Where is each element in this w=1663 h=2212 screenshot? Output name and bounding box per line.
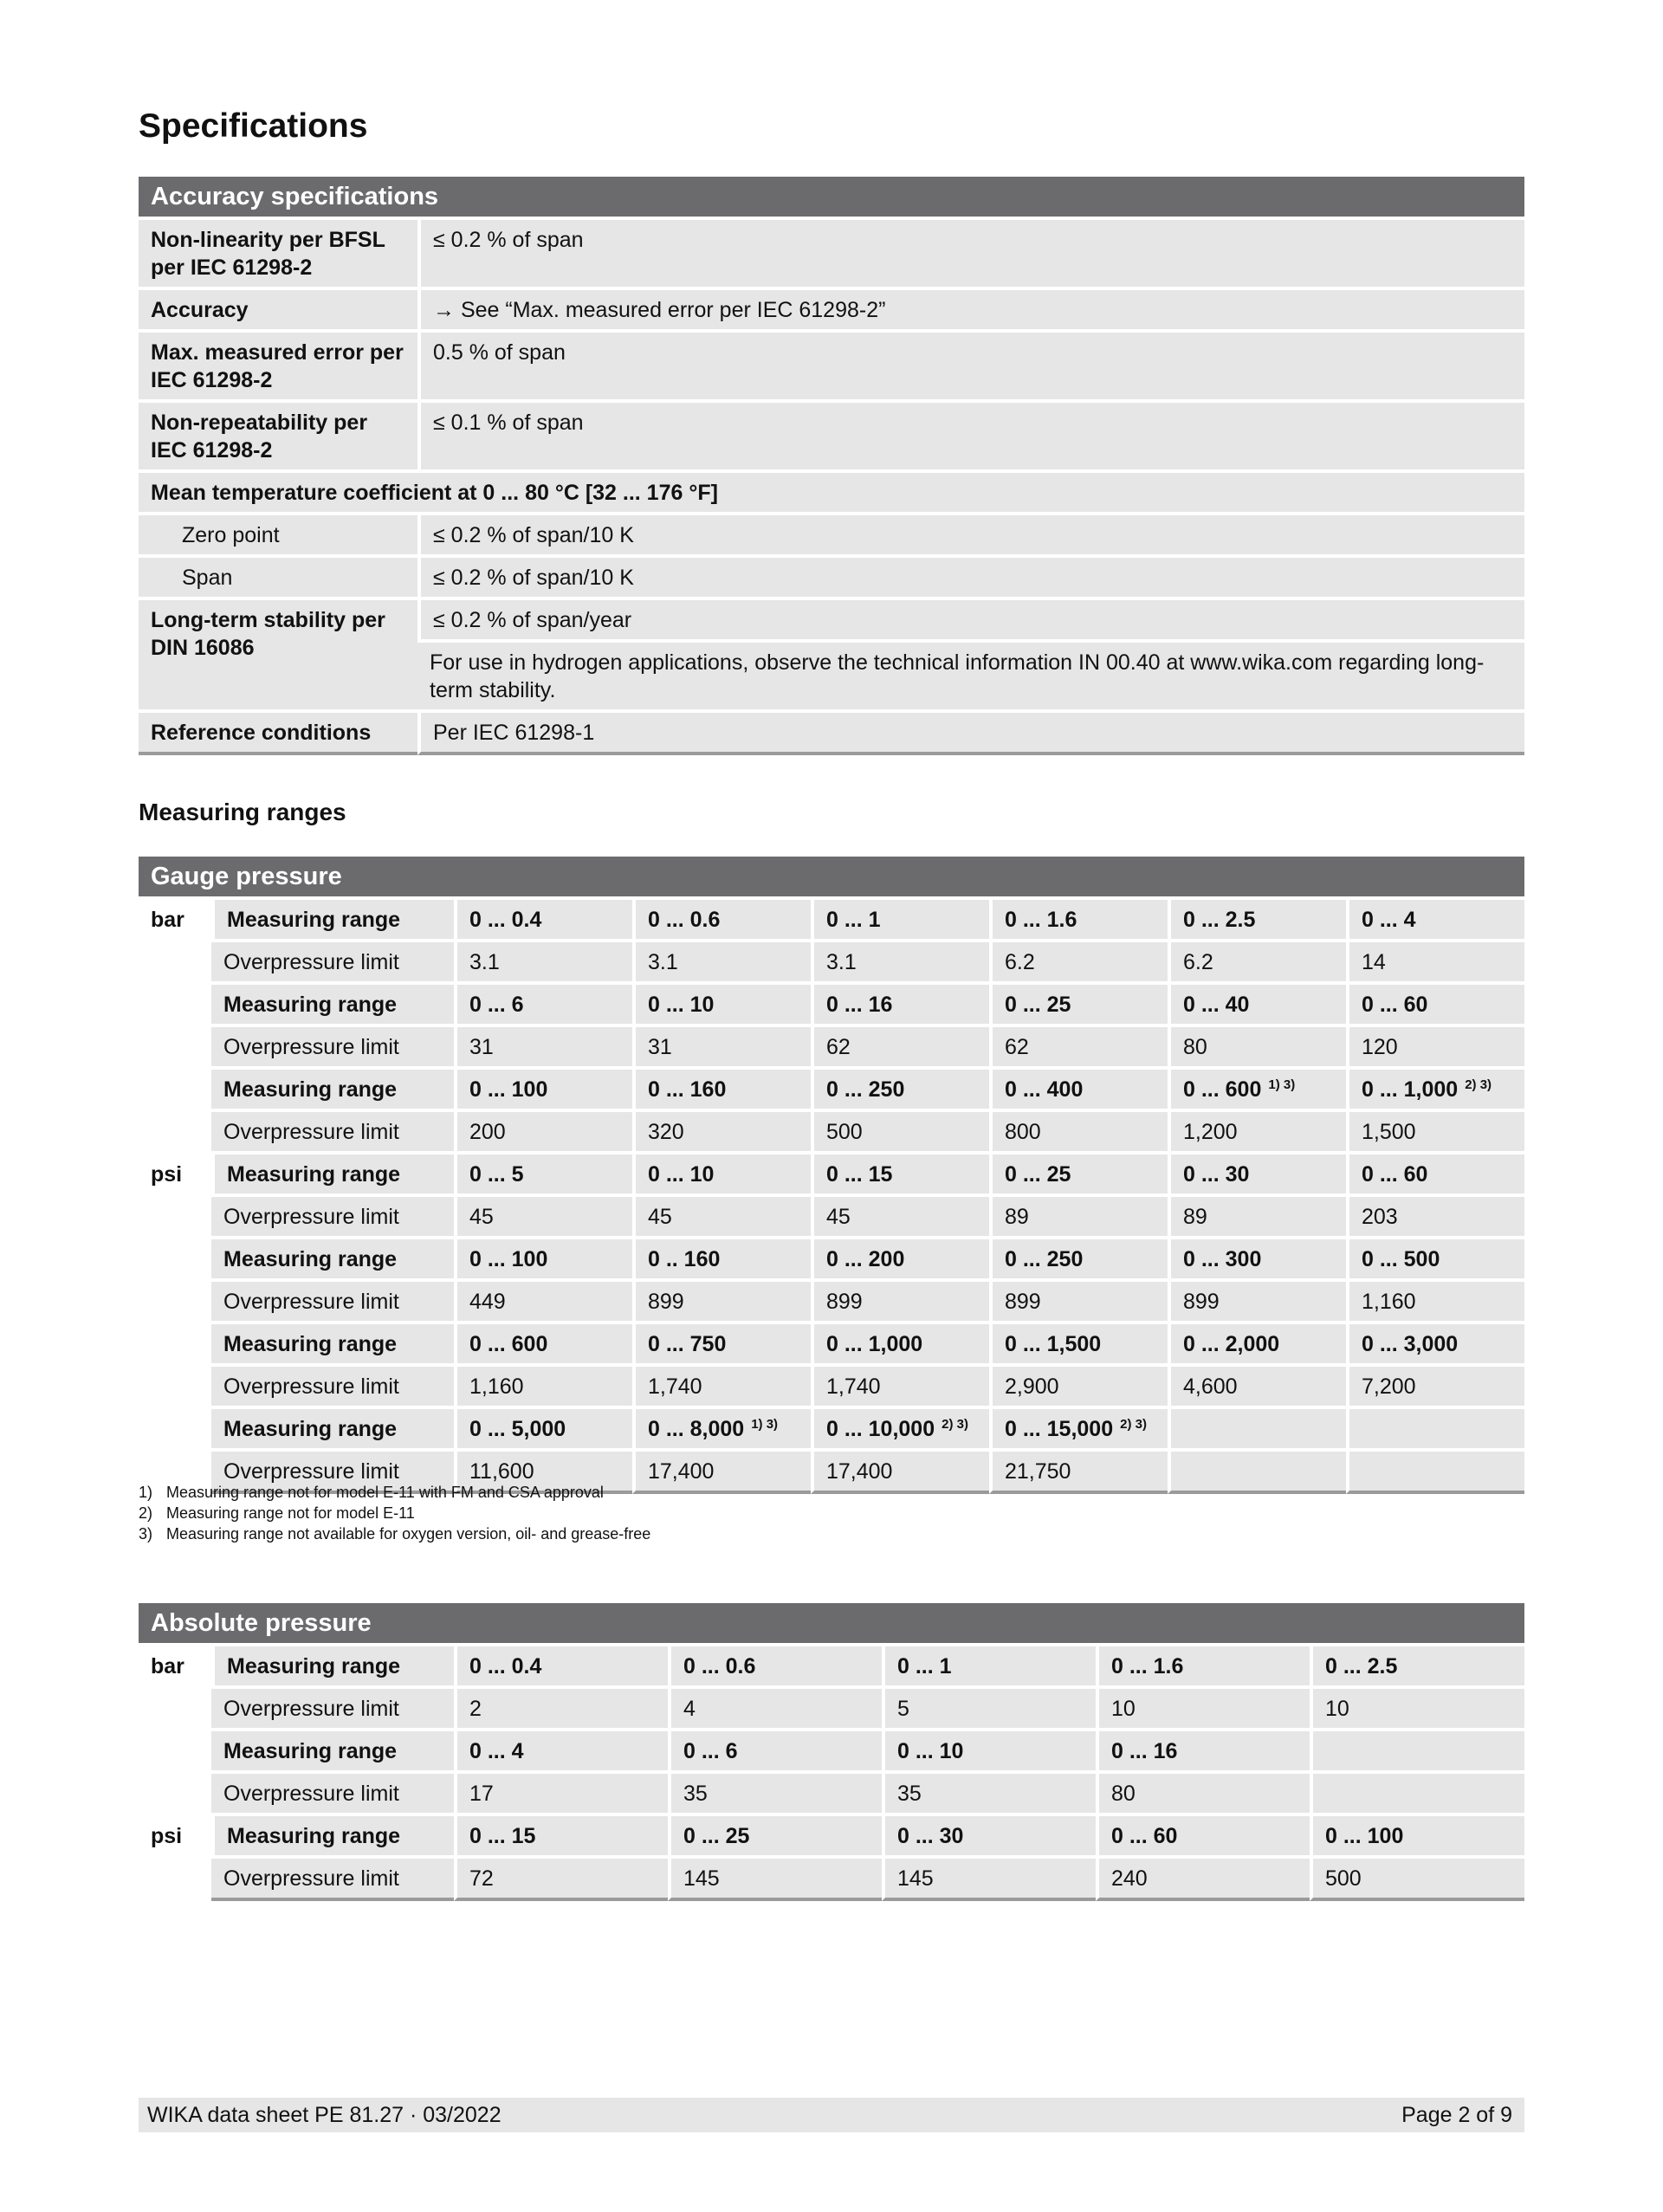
unit-psi-label: psi [139, 1155, 211, 1494]
measuring-range-value: 0 ... 16 [1096, 1731, 1310, 1770]
measuring-range-value: 0 ... 15 [811, 1155, 989, 1193]
footnote-1: 1) Measuring range not for model E-11 with FM and CSA approval [139, 1484, 604, 1501]
measuring-range-value: 0 ... 1.6 [1096, 1646, 1310, 1685]
hydrogen-note: For use in hydrogen applications, observe the technical information IN 00.40 at www.wika.com regarding long-term stability. [417, 643, 1524, 709]
overpressure-limit-value: 6.2 [989, 942, 1168, 981]
max-measured-error-label: Max. measured error per IEC 61298-2 [139, 333, 417, 399]
measuring-range-value: 0 ... 30 [882, 1816, 1096, 1855]
page-title: Specifications [139, 107, 368, 145]
overpressure-limit-value: 1,160 [454, 1367, 632, 1406]
overpressure-limit-value: 500 [811, 1112, 989, 1151]
measuring-range-value: 0 ... 30 [1168, 1155, 1346, 1193]
overpressure-limit-value: 10 [1096, 1689, 1310, 1728]
overpressure-limit-value: 21,750 [989, 1452, 1168, 1494]
measuring-range-value: 0 ... 1,000 [811, 1324, 989, 1363]
overpressure-limit-value: 62 [811, 1027, 989, 1066]
accuracy-specifications-table [139, 173, 1524, 759]
overpressure-limit-value: 449 [454, 1282, 632, 1321]
measuring-range-value: 0 ... 10 [632, 1155, 811, 1193]
table-row [139, 515, 1524, 554]
footer-document-id: WIKA data sheet PE 81.27 · 03/2022 [147, 2102, 501, 2127]
measuring-range-value: 0 ... 750 [632, 1324, 811, 1363]
overpressure-limit-value: 899 [811, 1282, 989, 1321]
table-row [139, 333, 1524, 399]
measuring-range-value: 0 ... 10 [882, 1731, 1096, 1770]
measuring-range-value: 0 ... 3,000 [1346, 1324, 1524, 1363]
table-row [139, 1731, 1524, 1770]
footnote-reference: 1) 3) [1268, 1077, 1296, 1092]
empty-cell [1168, 1452, 1346, 1494]
footnotes [139, 1482, 650, 1544]
overpressure-limit-value: 35 [668, 1774, 882, 1813]
overpressure-limit-value: 72 [454, 1859, 668, 1901]
overpressure-limit-value: 1,500 [1346, 1112, 1524, 1151]
empty-cell [1310, 1774, 1524, 1813]
overpressure-limit-value: 1,740 [632, 1367, 811, 1406]
table-row [139, 1859, 1524, 1901]
overpressure-limit-value: 31 [454, 1027, 632, 1066]
measuring-range-value: 0 ... 0.4 [454, 1646, 668, 1685]
table-row [139, 942, 1524, 981]
measuring-range-value: 0 ... 100 [454, 1070, 632, 1109]
measuring-range-value: 0 ... 100 [1310, 1816, 1524, 1855]
table-row [139, 473, 1524, 512]
overpressure-limit-value: 4 [668, 1689, 882, 1728]
table-row [139, 220, 1524, 287]
measuring-range-value: 0 ... 100 [454, 1239, 632, 1278]
measuring-range-value: 0 ... 5 [454, 1155, 632, 1193]
absolute-pressure-table [139, 1600, 1524, 1905]
overpressure-limit-value: 200 [454, 1112, 632, 1151]
measuring-range-value: 0 ... 15 [454, 1816, 668, 1855]
unit-bar-label: bar [139, 900, 211, 1151]
accuracy-value: → See “Max. measured error per IEC 61298-2” [417, 290, 1524, 329]
table-row [139, 1774, 1524, 1813]
table-row [139, 1197, 1524, 1236]
overpressure-limit-value: 2,900 [989, 1367, 1168, 1406]
measuring-range-value: 0 ... 25 [668, 1816, 882, 1855]
overpressure-limit-value: 35 [882, 1774, 1096, 1813]
overpressure-limit-value: 62 [989, 1027, 1168, 1066]
overpressure-limit-label: Overpressure limit [211, 1282, 454, 1321]
overpressure-limit-value: 17,400 [632, 1452, 811, 1494]
measuring-range-label: Measuring range [211, 1070, 454, 1109]
overpressure-limit-value: 45 [632, 1197, 811, 1236]
table-row [139, 900, 1524, 939]
measuring-range-value: 0 ... 400 [989, 1070, 1168, 1109]
overpressure-limit-value: 320 [632, 1112, 811, 1151]
overpressure-limit-value: 89 [1168, 1197, 1346, 1236]
overpressure-limit-value: 5 [882, 1689, 1096, 1728]
table-row [139, 1112, 1524, 1151]
overpressure-limit-value: 17 [454, 1774, 668, 1813]
overpressure-limit-value: 145 [882, 1859, 1096, 1901]
table-row [139, 1027, 1524, 1066]
overpressure-limit-value: 500 [1310, 1859, 1524, 1901]
max-measured-error-value: 0.5 % of span [417, 333, 1524, 399]
measuring-range-value: 0 ... 4 [1346, 900, 1524, 939]
gauge-pressure-table [139, 853, 1524, 1497]
overpressure-limit-value: 3.1 [632, 942, 811, 981]
overpressure-limit-value: 7,200 [1346, 1367, 1524, 1406]
measuring-range-value: 0 ... 250 [811, 1070, 989, 1109]
table-row [139, 1646, 1524, 1685]
overpressure-limit-value: 899 [632, 1282, 811, 1321]
measuring-range-value: 0 ... 250 [989, 1239, 1168, 1278]
reference-conditions-label: Reference conditions [139, 713, 417, 755]
overpressure-limit-value: 10 [1310, 1689, 1524, 1728]
measuring-range-value: 0 ... 40 [1168, 985, 1346, 1024]
measuring-range-value: 0 ... 15,000 $^{2) 3)}$ [989, 1409, 1168, 1448]
measuring-range-value: 0 ... 6 [668, 1731, 882, 1770]
measuring-range-value: 0 ... 2,000 [1168, 1324, 1346, 1363]
overpressure-limit-label: Overpressure limit [211, 1774, 454, 1813]
footnote-3: 3) Measuring range not available for oxygen version, oil- and grease-free [139, 1525, 651, 1543]
overpressure-limit-value: 120 [1346, 1027, 1524, 1066]
empty-cell [1310, 1731, 1524, 1770]
measuring-range-value: 0 ... 1,000 $^{2) 3)}$ [1346, 1070, 1524, 1109]
measuring-range-value: 0 ... 25 [989, 1155, 1168, 1193]
footnote-reference: 1) 3) [751, 1417, 779, 1432]
overpressure-limit-value: 899 [989, 1282, 1168, 1321]
overpressure-limit-value: 31 [632, 1027, 811, 1066]
table-row [139, 1689, 1524, 1728]
overpressure-limit-label: Overpressure limit [211, 1367, 454, 1406]
overpressure-limit-label: Overpressure limit [211, 942, 454, 981]
footer-page-number: Page 2 of 9 [1401, 2102, 1512, 2127]
measuring-range-value: 0 ... 1 [811, 900, 989, 939]
unit-psi-label: psi [139, 1816, 211, 1901]
measuring-range-value: 0 ... 60 [1346, 1155, 1524, 1193]
footnote-2: 2) Measuring range not for model E-11 [139, 1504, 415, 1522]
overpressure-limit-label: Overpressure limit [211, 1452, 454, 1494]
footnote-reference: 2) 3) [942, 1417, 968, 1432]
overpressure-limit-value: 80 [1168, 1027, 1346, 1066]
measuring-range-value: 0 ... 2.5 [1168, 900, 1346, 939]
measuring-range-value: 0 ... 500 [1346, 1239, 1524, 1278]
page-footer [139, 2098, 1524, 2132]
table-row [139, 1282, 1524, 1321]
measuring-range-value: 0 .. 160 [632, 1239, 811, 1278]
measuring-range-value: 0 ... 60 [1346, 985, 1524, 1024]
non-linearity-value: ≤ 0.2 % of span [417, 220, 1524, 287]
overpressure-limit-value: 6.2 [1168, 942, 1346, 981]
footnote-reference: 2) 3) [1120, 1417, 1147, 1432]
empty-cell [1346, 1452, 1524, 1494]
temperature-coefficient-label: Mean temperature coefficient at 0 ... 80 °C [32 ... 176 °F] [139, 473, 1524, 512]
table-row [139, 1816, 1524, 1855]
measuring-range-label: Measuring range [211, 1239, 454, 1278]
table-row [139, 290, 1524, 329]
overpressure-limit-value: 800 [989, 1112, 1168, 1151]
overpressure-limit-value: 203 [1346, 1197, 1524, 1236]
reference-conditions-value: Per IEC 61298-1 [417, 713, 1524, 755]
measuring-range-value: 0 ... 16 [811, 985, 989, 1024]
overpressure-limit-value: 3.1 [454, 942, 632, 981]
overpressure-limit-value: 17,400 [811, 1452, 989, 1494]
overpressure-limit-value: 1,200 [1168, 1112, 1346, 1151]
gauge-pressure-header: Gauge pressure [139, 857, 1524, 896]
overpressure-limit-value: 145 [668, 1859, 882, 1901]
table-row [139, 985, 1524, 1024]
empty-cell [1168, 1409, 1346, 1448]
footnote-reference: 2) 3) [1465, 1077, 1492, 1092]
measuring-range-label: Measuring range [211, 985, 454, 1024]
non-linearity-label: Non-linearity per BFSL per IEC 61298-2 [139, 220, 417, 287]
overpressure-limit-value: 45 [454, 1197, 632, 1236]
table-row [139, 1367, 1524, 1406]
table-row [139, 1239, 1524, 1278]
measuring-range-label: Measuring range [211, 1816, 454, 1855]
measuring-range-value: 0 ... 4 [454, 1731, 668, 1770]
measuring-range-value: 0 ... 25 [989, 985, 1168, 1024]
overpressure-limit-value: 240 [1096, 1859, 1310, 1901]
measuring-range-label: Measuring range [211, 1731, 454, 1770]
measuring-range-label: Measuring range [211, 1409, 454, 1448]
overpressure-limit-label: Overpressure limit [211, 1197, 454, 1236]
table-row [139, 1070, 1524, 1109]
measuring-ranges-title: Measuring ranges [139, 799, 346, 825]
table-row [139, 600, 1524, 639]
overpressure-limit-value: 899 [1168, 1282, 1346, 1321]
measuring-range-value: 0 ... 1,500 [989, 1324, 1168, 1363]
measuring-range-value: 0 ... 0.6 [668, 1646, 882, 1685]
measuring-range-value: 0 ... 160 [632, 1070, 811, 1109]
measuring-range-value: 0 ... 0.6 [632, 900, 811, 939]
overpressure-limit-label: Overpressure limit [211, 1027, 454, 1066]
overpressure-limit-label: Overpressure limit [211, 1689, 454, 1728]
overpressure-limit-value: 4,600 [1168, 1367, 1346, 1406]
zero-point-label: Zero point [139, 515, 417, 554]
measuring-range-value: 0 ... 10,000 $^{2) 3)}$ [811, 1409, 989, 1448]
overpressure-limit-label: Overpressure limit [211, 1112, 454, 1151]
table-row [139, 1324, 1524, 1363]
measuring-range-value: 0 ... 6 [454, 985, 632, 1024]
overpressure-limit-value: 1,160 [1346, 1282, 1524, 1321]
measuring-range-value: 0 ... 10 [632, 985, 811, 1024]
table-row [139, 1409, 1524, 1448]
long-term-stability-label: Long-term stability per DIN 16086 [139, 600, 417, 709]
measuring-range-value: 0 ... 5,000 [454, 1409, 632, 1448]
overpressure-limit-value: 11,600 [454, 1452, 632, 1494]
measuring-range-value: 0 ... 300 [1168, 1239, 1346, 1278]
measuring-range-value: 0 ... 2.5 [1310, 1646, 1524, 1685]
overpressure-limit-value: 1,740 [811, 1367, 989, 1406]
measuring-range-value: 0 ... 600 [454, 1324, 632, 1363]
overpressure-limit-label: Overpressure limit [211, 1859, 454, 1901]
measuring-range-value: 0 ... 1 [882, 1646, 1096, 1685]
measuring-range-value: 0 ... 200 [811, 1239, 989, 1278]
table-row [139, 713, 1524, 755]
unit-bar-label: bar [139, 1646, 211, 1813]
overpressure-limit-value: 3.1 [811, 942, 989, 981]
accuracy-header: Accuracy specifications [139, 177, 1524, 217]
measuring-range-label: Measuring range [211, 900, 454, 939]
span-value: ≤ 0.2 % of span/10 K [417, 558, 1524, 597]
absolute-pressure-header: Absolute pressure [139, 1603, 1524, 1643]
long-term-stability-value: ≤ 0.2 % of span/year [417, 600, 1524, 639]
measuring-range-label: Measuring range [211, 1155, 454, 1193]
zero-point-value: ≤ 0.2 % of span/10 K [417, 515, 1524, 554]
measuring-range-label: Measuring range [211, 1324, 454, 1363]
overpressure-limit-value: 45 [811, 1197, 989, 1236]
overpressure-limit-value: 2 [454, 1689, 668, 1728]
measuring-range-value: 0 ... 60 [1096, 1816, 1310, 1855]
measuring-range-value: 0 ... 600 $^{1) 3)}$ [1168, 1070, 1346, 1109]
table-row [139, 558, 1524, 597]
span-label: Span [139, 558, 417, 597]
non-repeatability-label: Non-repeatability per IEC 61298-2 [139, 403, 417, 469]
table-row [139, 1155, 1524, 1193]
non-repeatability-value: ≤ 0.1 % of span [417, 403, 1524, 469]
accuracy-label: Accuracy [139, 290, 417, 329]
table-row [139, 403, 1524, 469]
measuring-range-label: Measuring range [211, 1646, 454, 1685]
empty-cell [1346, 1409, 1524, 1448]
overpressure-limit-value: 14 [1346, 942, 1524, 981]
overpressure-limit-value: 89 [989, 1197, 1168, 1236]
overpressure-limit-value: 80 [1096, 1774, 1310, 1813]
measuring-range-value: 0 ... 0.4 [454, 900, 632, 939]
measuring-range-value: 0 ... 8,000 $^{1) 3)}$ [632, 1409, 811, 1448]
measuring-range-value: 0 ... 1.6 [989, 900, 1168, 939]
